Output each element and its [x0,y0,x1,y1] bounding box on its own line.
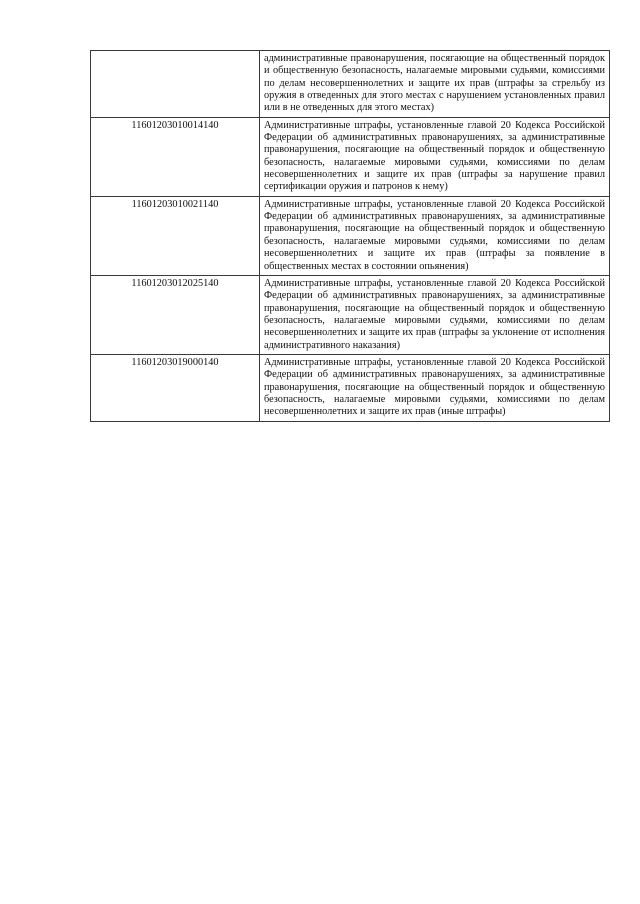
table-row [91,354,610,421]
description-cell: Административные штрафы, установленные главой 20 Кодекса Российской Федерации об административных правонарушениях, за административные правонарушения, посягающие на общественный порядок и общественную безопасность, налагаемые мировыми судьями, комиссиями по делам несовершеннолетних и защите их прав (иные штрафы) [260,354,610,421]
table-row [91,275,610,354]
table-row [91,51,610,118]
description-cell: Административные штрафы, установленные главой 20 Кодекса Российской Федерации об административных правонарушениях, за административные правонарушения, посягающие на общественный порядок и общественную безопасность, налагаемые мировыми судьями, комиссиями по делам несовершеннолетних и защите их прав (штрафы за нарушение правил сертификации оружия и патронов к нему) [260,117,610,196]
table-row [91,196,610,275]
budget-code-cell: 11601203010021140 [91,196,260,275]
description-cell: административные правонарушения, посягающие на общественный порядок и общественную безопасность, налагаемые мировыми судьями, комиссиями по делам несовершеннолетних и защите их прав (штрафы за стрельбу из оружия в отведенных для этого местах с нарушением установленных правил или в не отведенных для этого местах) [260,51,610,118]
budget-codes-table [90,50,610,422]
budget-code-cell: 11601203019000140 [91,354,260,421]
budget-code-cell: 11601203012025140 [91,275,260,354]
description-cell: Административные штрафы, установленные главой 20 Кодекса Российской Федерации об административных правонарушениях, за административные правонарушения, посягающие на общественный порядок и общественную безопасность, налагаемые мировыми судьями, комиссиями по делам несовершеннолетних и защите их прав (штрафы за уклонение от исполнения административного наказания) [260,275,610,354]
budget-code-cell [91,51,260,118]
description-cell: Административные штрафы, установленные главой 20 Кодекса Российской Федерации об административных правонарушениях, за административные правонарушения, посягающие на общественный порядок и общественную безопасность, налагаемые мировыми судьями, комиссиями по делам несовершеннолетних и защите их прав (штрафы за появление в общественных местах в состоянии опьянения) [260,196,610,275]
budget-code-cell: 11601203010014140 [91,117,260,196]
table-row [91,117,610,196]
